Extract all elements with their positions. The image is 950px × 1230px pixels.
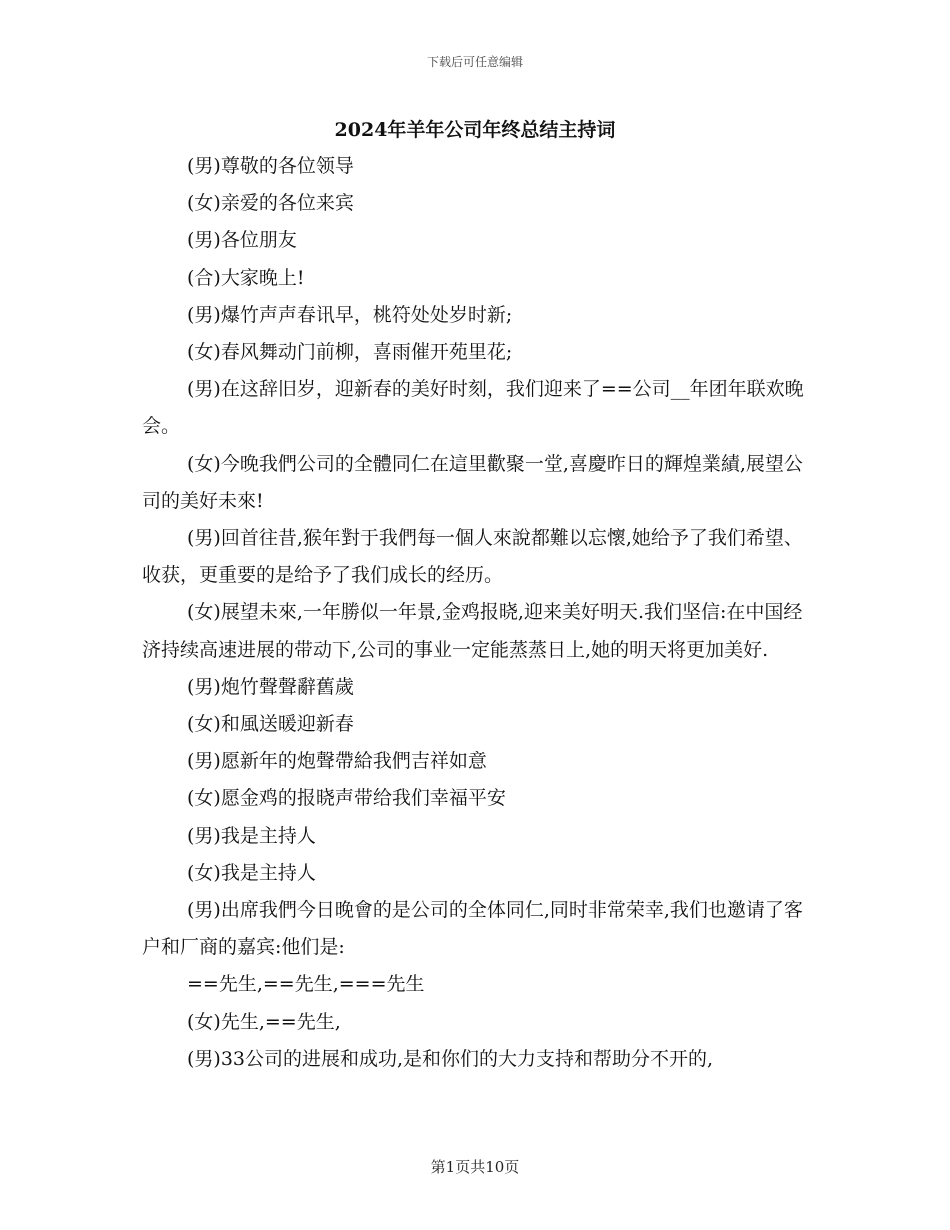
paragraph: (男)在这辞旧岁，迎新春的美好时刻，我们迎来了==公司__年团年联欢晚会。 <box>142 378 804 438</box>
page-footer: 第1页共10页 <box>430 1158 520 1176</box>
paragraph: (女)我是主持人 <box>187 861 316 884</box>
paragraph: (女)愿金鸡的报晓声带给我们幸福平安 <box>187 787 506 810</box>
paragraph: (女)春风舞动门前柳，喜雨催开苑里花; <box>187 341 513 364</box>
paragraph: (女)今晚我們公司的全體同仁在這里歡聚一堂,喜慶昨日的輝煌業績,展望公司的美好未來! <box>142 452 803 512</box>
paragraph: ==先生,==先生,===先生 <box>187 973 425 996</box>
paragraph: (男)出席我們今日晚會的是公司的全体同仁,同时非常荣幸,我们也邀请了客户和厂商的嘉宾:他们是: <box>142 899 803 959</box>
paragraph: (男)爆竹声声春讯早，桃符处处岁时新; <box>187 303 513 326</box>
paragraph: (女)展望未來,一年勝似一年景,金鸡报晓,迎来美好明天.我们坚信:在中国经济持续高速进展的带动下,公司的事业一定能蒸蒸日上,她的明天将更加美好. <box>142 601 803 661</box>
header-note: 下载后可任意编辑 <box>426 55 523 69</box>
paragraph: (女)先生,==先生, <box>187 1010 341 1033</box>
paragraph: (男)炮竹聲聲辭舊歲 <box>187 675 354 698</box>
paragraph: (男)各位朋友 <box>187 229 297 252</box>
paragraph: (男)33公司的进展和成功,是和你们的大力支持和帮助分不开的, <box>187 1047 714 1070</box>
paragraph: (男)回首往昔,猴年對于我們每一個人來說都難以忘懷,她给予了我们希望、收获，更重要的是给予了我们成长的经历。 <box>142 527 803 587</box>
document-title: 2024年羊年公司年终总结主持词 <box>334 119 616 141</box>
paragraph: (男)尊敬的各位领导 <box>187 155 354 177</box>
paragraph: (男)愿新年的炮聲帶給我們吉祥如意 <box>187 750 487 773</box>
paragraph: (女)和風送暖迎新春 <box>187 713 354 736</box>
paragraph: (男)我是主持人 <box>187 824 316 847</box>
paragraph: (女)亲爱的各位来宾 <box>187 192 354 215</box>
document-body <box>142 148 810 1078</box>
paragraph: (合)大家晚上! <box>187 266 305 289</box>
